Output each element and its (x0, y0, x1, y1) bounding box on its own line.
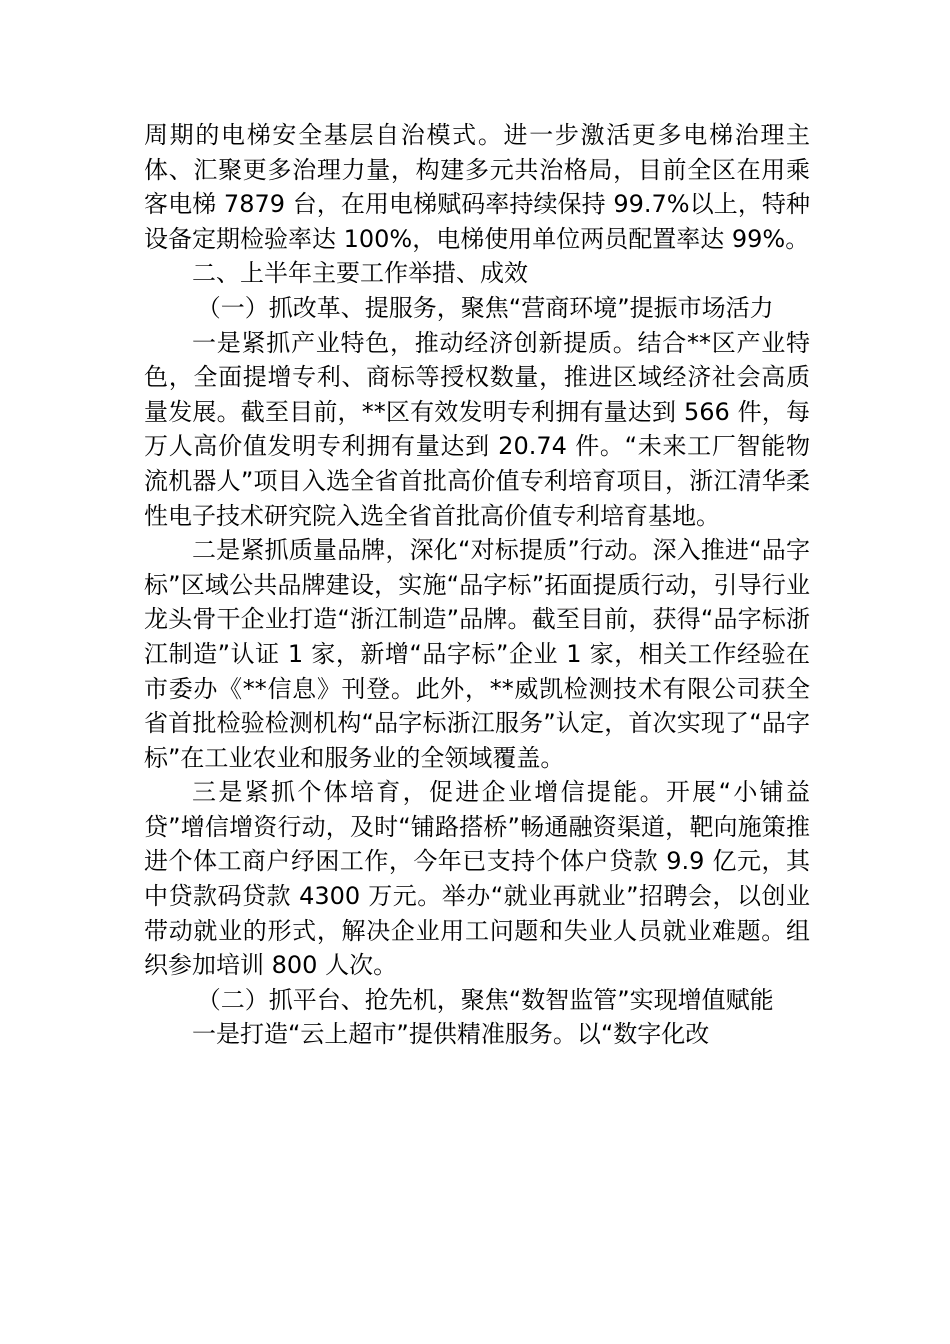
body-paragraph: 二是紧抓质量品牌，深化“对标提质”行动。深入推进“品字标”区域公共品牌建设，实施“品字标”拓面提质行动，引导行业龙头骨干企业打造“浙江制造”品牌。截至目前，获得“品字标浙江制造”认证 1 家，新增“品字标”企业 1 家，相关工作经验在市委办《**信息》刊登。此外，**威凯检测技术有限公司获全省首批检验检测机构“品字标浙江服务”认定，首次实现了“品字标”在工业农业和服务业的全领域覆盖。 (144, 536, 810, 772)
section-heading: 二、上半年主要工作举措、成效 (192, 259, 528, 288)
body-paragraph: 一是紧抓产业特色，推动经济创新提质。结合**区产业特色，全面提增专利、商标等授权数量，推进区域经济社会高质量发展。截至目前，**区有效发明专利拥有量达到 566 件，每万人高价值发明专利拥有量达到 20.74 件。“未来工厂智能物流机器人”项目入选全省首批高价值专利培育项目，浙江清华柔性电子技术研究院入选全省首批高价值专利培育基地。 (144, 328, 810, 530)
body-paragraph: 一是打造“云上超市”提供精准服务。以“数字化改 (192, 1020, 710, 1049)
body-paragraph: 周期的电梯安全基层自治模式。进一步激活更多电梯治理主体、汇聚更多治理力量，构建多元共治格局，目前全区在用乘客电梯 7879 台，在用电梯赋码率持续保持 99.7%以上，特种设备定期检验率达 100%，电梯使用单位两员配置率达 99%。 (144, 121, 810, 253)
document-body (144, 118, 810, 1052)
body-paragraph: 三是紧抓个体培育，促进企业增信提能。开展“小铺益贷”增信增资行动，及时“铺路搭桥”畅通融资渠道，靶向施策推进个体工商户纾困工作，今年已支持个体户贷款 9.9 亿元，其中贷款码贷款 4300 万元。举办“就业再就业”招聘会，以创业带动就业的形式，解决企业用工问题和失业人员就业难题。组织参加培训 800 人次。 (144, 778, 810, 980)
subsection-heading: （一）抓改革、提服务，聚焦“营商环境”提振市场活力 (196, 293, 774, 322)
subsection-heading: （二）抓平台、抢先机，聚焦“数智监管”实现增值赋能 (196, 985, 774, 1014)
